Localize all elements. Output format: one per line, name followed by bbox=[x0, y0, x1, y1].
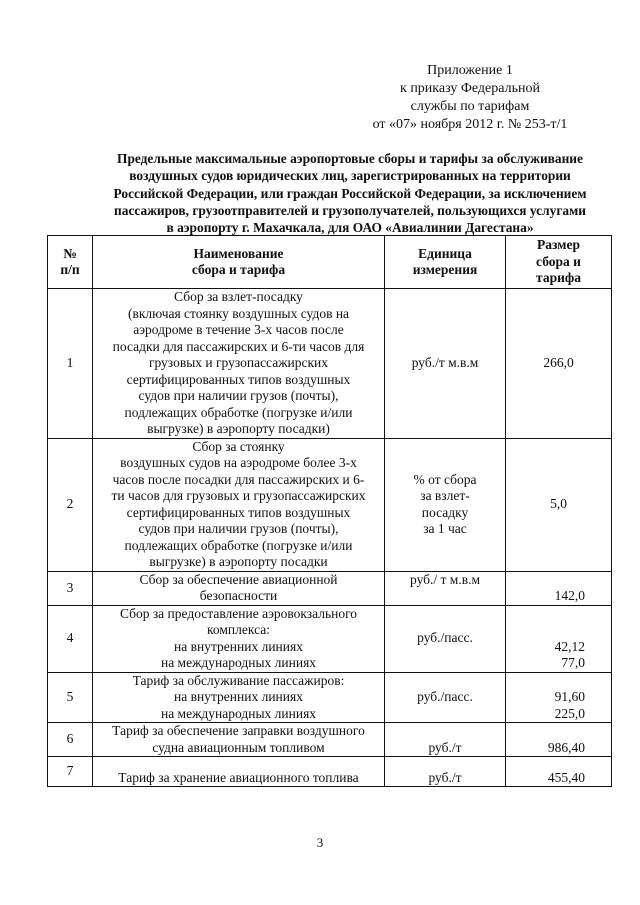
row-unit: % от сбора за взлет- посадку за 1 час bbox=[385, 438, 506, 571]
header-name: Наименование сбора и тарифа bbox=[93, 236, 385, 289]
appendix-line: службы по тарифам bbox=[410, 99, 530, 114]
tariff-table bbox=[47, 235, 612, 787]
title-line: Российской Федерации, или граждан Российской Федерации, за исключением bbox=[113, 185, 587, 201]
row-value: 42,12 77,0 bbox=[506, 605, 612, 672]
row-number: 2 bbox=[48, 438, 93, 571]
row-unit: руб./пасс. bbox=[385, 672, 506, 723]
row-value: 142,0 bbox=[506, 571, 612, 605]
appendix-line: от «07» ноября 2012 г. № 253-т/1 bbox=[372, 117, 568, 132]
title-line: воздушных судов юридических лиц, зарегистрированных на территории bbox=[129, 168, 571, 184]
table-row bbox=[48, 605, 612, 672]
row-value: 986,40 bbox=[506, 723, 612, 757]
row-number: 6 bbox=[48, 723, 93, 757]
row-name: Тариф за обеспечение заправки воздушного судна авиационным топливом bbox=[93, 723, 385, 757]
header-num: № п/п bbox=[48, 236, 93, 289]
table-row bbox=[48, 757, 612, 787]
row-number: 5 bbox=[48, 672, 93, 723]
row-value: 91,60 225,0 bbox=[506, 672, 612, 723]
row-unit: руб./т bbox=[385, 757, 506, 787]
header-unit: Единица измерения bbox=[385, 236, 506, 289]
table-row bbox=[48, 571, 612, 605]
appendix-line: к приказу Федеральной bbox=[400, 81, 540, 96]
row-name: Тариф за хранение авиационного топлива bbox=[93, 757, 385, 787]
table-header-row bbox=[48, 236, 612, 289]
row-name: Сбор за стоянку воздушных судов на аэродроме более 3-х часов после посадки для пассажирских и 6- ти часов для грузовых и грузопассажирских сертифицированных типов воздушных судов при наличии грузов (почты), подлежащих обработке (погрузке и/или выгрузке) в аэропорту посадки bbox=[93, 438, 385, 571]
row-value: 266,0 bbox=[506, 289, 612, 439]
row-unit: руб./т bbox=[385, 723, 506, 757]
page-number: 3 bbox=[316, 835, 324, 850]
row-number: 4 bbox=[48, 605, 93, 672]
title-line: Предельные максимальные аэропортовые сборы и тарифы за обслуживание bbox=[117, 151, 583, 166]
title-line: в аэропорту г. Махачкала, для ОАО «Авиалинии Дагестана» bbox=[166, 220, 534, 236]
row-unit: руб./ т м.в.м bbox=[385, 571, 506, 605]
header-size: Размер сбора и тарифа bbox=[506, 236, 612, 289]
row-name: Сбор за обеспечение авиационной безопасности bbox=[93, 571, 385, 605]
table-row bbox=[48, 723, 612, 757]
title-line: пассажиров, грузоотправителей и грузополучателей, пользующихся услугами bbox=[114, 202, 586, 218]
row-name: Тариф за обслуживание пассажиров: на внутренних линиях на международных линиях bbox=[93, 672, 385, 723]
row-number: 3 bbox=[48, 571, 93, 605]
document-title bbox=[70, 150, 630, 236]
row-number: 7 bbox=[48, 757, 93, 787]
row-unit: руб./т м.в.м bbox=[385, 289, 506, 439]
row-name: Сбор за предоставление аэровокзального комплекса: на внутренних линиях на международных линиях bbox=[93, 605, 385, 672]
appendix-line: Приложение 1 bbox=[427, 63, 513, 78]
row-number: 1 bbox=[48, 289, 93, 439]
row-name: Сбор за взлет-посадку (включая стоянку воздушных судов на аэродроме в течение 3-х часов после посадки для пассажирских и 6-ти часов для грузовых и грузопассажирских сертифицированных типов воздушных судов при наличии грузов (почты), подлежащих обработке (погрузке и/или выгрузке) в аэропорту посадки) bbox=[93, 289, 385, 439]
table-row bbox=[48, 438, 612, 571]
row-value: 5,0 bbox=[506, 438, 612, 571]
row-value: 455,40 bbox=[506, 757, 612, 787]
table-row bbox=[48, 672, 612, 723]
row-unit: руб./пасс. bbox=[385, 605, 506, 672]
appendix-header bbox=[350, 62, 590, 134]
table-row bbox=[48, 289, 612, 439]
